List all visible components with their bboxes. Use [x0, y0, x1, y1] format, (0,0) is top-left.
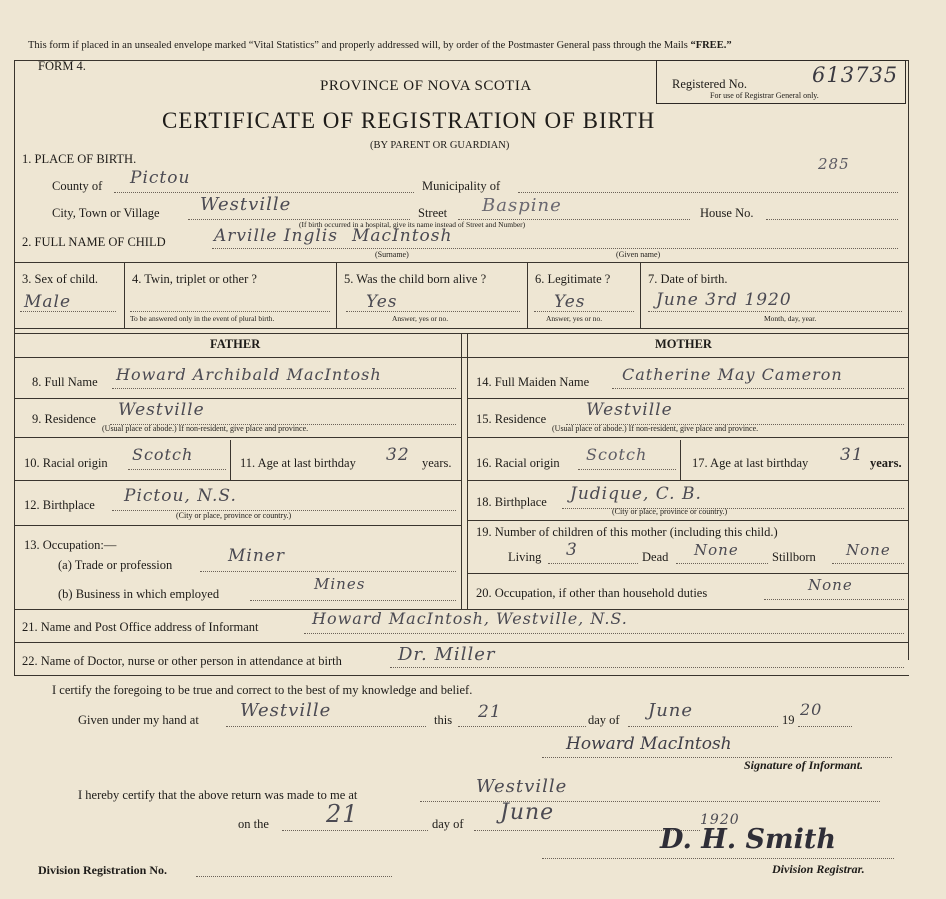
- mother-residence-value: Westville: [586, 400, 673, 420]
- father-business-line: [250, 600, 456, 601]
- dob-line: [648, 311, 902, 312]
- mother-racial-line: [578, 469, 676, 470]
- stillborn-value: None: [846, 541, 891, 559]
- county-value: Pictou: [130, 168, 191, 188]
- twin-note: To be answered only in the event of plural birth.: [130, 314, 275, 323]
- stillborn-line: [832, 563, 904, 564]
- street-label: Street: [418, 206, 448, 220]
- hospital-note: (If birth occurred in a hospital, give its name instead of Street and Number): [299, 220, 526, 229]
- rule: [14, 333, 15, 609]
- registrar-signature: D. H. Smith: [660, 824, 836, 855]
- informant-value: Howard MacIntosh, Westville, N.S.: [312, 609, 628, 628]
- mother-name-value: Catherine May Cameron: [622, 365, 843, 384]
- rule: [680, 440, 681, 480]
- dead-label: Dead: [642, 550, 669, 564]
- doctor-line: [390, 667, 904, 668]
- mother-residence-label: 15. Residence: [476, 412, 547, 426]
- given-day-line: [458, 726, 586, 727]
- mother-occupation-line: [764, 599, 904, 600]
- rule: [336, 262, 337, 328]
- father-business-value: Mines: [314, 575, 366, 593]
- rule: [461, 333, 462, 609]
- mailing-notice: This form if placed in an unsealed envelope marked “Vital Statistics” and properly addressed will, by order of the Postmaster General pass through the Mails “FREE.”: [28, 40, 732, 51]
- father-racial-value: Scotch: [132, 445, 194, 464]
- living-line: [548, 563, 638, 564]
- rule: [908, 60, 909, 660]
- registrar-day-value: 21: [326, 800, 359, 828]
- document-title: CERTIFICATE OF REGISTRATION OF BIRTH: [162, 108, 656, 133]
- child-surname: MacIntosh: [352, 226, 453, 246]
- mother-occupation-value: None: [808, 576, 853, 594]
- rule: [467, 573, 908, 574]
- rule: [14, 480, 461, 481]
- rule: [14, 357, 909, 358]
- certification-statement: I certify the foregoing to be true and correct to the best of my knowledge and belief.: [52, 683, 473, 697]
- rule: [467, 480, 908, 481]
- given-under-label: Given under my hand at: [78, 713, 199, 727]
- father-residence-label: 9. Residence: [32, 412, 96, 426]
- registered-number: 613735: [812, 63, 899, 87]
- house-line: [766, 219, 898, 220]
- mother-birthplace-value: Judique, C. B.: [570, 484, 702, 504]
- mother-heading: MOTHER: [655, 337, 712, 351]
- rule: [14, 398, 461, 399]
- mother-children-label: 19. Number of children of this mother (including this child.): [476, 525, 778, 539]
- sex-value: Male: [24, 292, 72, 312]
- informant-signature-caption: Signature of Informant.: [744, 758, 864, 772]
- registrar-caption: Division Registrar.: [772, 862, 865, 876]
- registered-label: Registered No.: [672, 77, 747, 91]
- born-alive-value: Yes: [366, 292, 398, 312]
- city-label: City, Town or Village: [52, 206, 160, 220]
- father-trade-line: [200, 571, 456, 572]
- living-value: 3: [566, 540, 578, 560]
- twin-line: [130, 311, 330, 312]
- living-label: Living: [508, 550, 542, 564]
- dead-line: [676, 563, 768, 564]
- legitimate-value: Yes: [554, 292, 586, 312]
- division-registration-line: [196, 876, 392, 877]
- given-day-value: 21: [478, 702, 502, 722]
- twin-label: 4. Twin, triplet or other ?: [132, 272, 257, 286]
- province-heading: PROVINCE OF NOVA SCOTIA: [320, 78, 532, 94]
- father-occupation-label: 13. Occupation:—: [24, 538, 117, 552]
- born-alive-line: [346, 311, 520, 312]
- rule: [14, 675, 909, 676]
- city-value: Westville: [200, 194, 292, 215]
- given-place-line: [226, 726, 426, 727]
- father-racial-label: 10. Racial origin: [24, 456, 108, 470]
- registrar-year-value: 1920: [700, 812, 740, 828]
- rule: [467, 437, 908, 438]
- given-year-value: 20: [800, 700, 823, 719]
- registrar-signature-line: [542, 858, 894, 859]
- division-registration-label: Division Registration No.: [38, 863, 167, 877]
- dob-label: 7. Date of birth.: [648, 272, 728, 286]
- rule: [14, 437, 461, 438]
- father-name-label: 8. Full Name: [32, 375, 98, 389]
- born-alive-label: 5. Was the child born alive ?: [344, 272, 487, 286]
- given-name-caption: (Given name): [616, 250, 661, 259]
- mother-birthplace-label: 18. Birthplace: [476, 495, 547, 509]
- place-of-birth-heading: 1. PLACE OF BIRTH.: [22, 152, 137, 166]
- year-prefix: 19: [782, 713, 795, 727]
- dead-value: None: [694, 541, 739, 559]
- rule: [640, 262, 641, 328]
- father-trade-value: Miner: [228, 546, 285, 566]
- father-racial-line: [128, 469, 226, 470]
- house-label: House No.: [700, 206, 754, 220]
- mother-age-value: 31: [840, 445, 864, 465]
- form-number: FORM 4.: [38, 59, 86, 73]
- father-trade-label: (a) Trade or profession: [58, 558, 173, 572]
- rule: [14, 262, 909, 263]
- mother-occupation-label: 20. Occupation, if other than household duties: [476, 586, 708, 600]
- legitimate-line: [534, 311, 634, 312]
- child-name-label: 2. FULL NAME OF CHILD: [22, 235, 166, 249]
- mother-age-label: 17. Age at last birthday: [692, 456, 809, 470]
- mother-racial-value: Scotch: [586, 445, 648, 464]
- informant-line: [304, 633, 904, 634]
- mother-name-label: 14. Full Maiden Name: [476, 375, 590, 389]
- father-birthplace-value: Pictou, N.S.: [124, 486, 237, 506]
- father-age-value: 32: [386, 445, 410, 465]
- given-day-of-label: day of: [588, 713, 620, 727]
- father-name-line: [112, 388, 456, 389]
- corner-number: 285: [818, 155, 850, 173]
- father-name-value: Howard Archibald MacIntosh: [116, 365, 382, 384]
- rule: [527, 262, 528, 328]
- doctor-label: 22. Name of Doctor, nurse or other person in attendance at birth: [22, 654, 342, 668]
- given-place-value: Westville: [240, 700, 332, 721]
- father-residence-note: (Usual place of abode.) If non-resident, give place and province.: [102, 424, 309, 433]
- mother-birthplace-note: (City or place, province or country.): [612, 507, 728, 516]
- father-business-label: (b) Business in which employed: [58, 587, 220, 601]
- given-month-line: [628, 726, 778, 727]
- rule: [467, 398, 908, 399]
- registrar-statement: I hereby certify that the above return was made to me at: [78, 788, 358, 802]
- given-month-value: June: [648, 700, 694, 721]
- child-given-names: Arville Inglis: [214, 226, 338, 246]
- registrar-day-of-label: day of: [432, 817, 464, 831]
- father-residence-value: Westville: [118, 400, 205, 420]
- informant-signature: Howard MacIntosh: [566, 734, 732, 754]
- mother-residence-note: (Usual place of abode.) If non-resident, give place and province.: [552, 424, 759, 433]
- street-value: Baspine: [482, 195, 562, 216]
- on-the-label: on the: [238, 817, 269, 831]
- county-line: [114, 192, 414, 193]
- registrar-use-note: For use of Registrar General only.: [710, 91, 819, 100]
- rule: [467, 520, 908, 521]
- father-age-label: 11. Age at last birthday: [240, 456, 356, 470]
- rule: [230, 440, 231, 480]
- county-label: County of: [52, 179, 103, 193]
- surname-caption: (Surname): [375, 250, 409, 259]
- born-alive-note: Answer, yes or no.: [392, 314, 449, 323]
- rule: [124, 262, 125, 328]
- rule: [467, 333, 468, 609]
- father-age-years: years.: [422, 456, 452, 470]
- doctor-value: Dr. Miller: [398, 644, 496, 665]
- informant-label: 21. Name and Post Office address of Informant: [22, 620, 259, 634]
- legitimate-note: Answer, yes or no.: [546, 314, 603, 323]
- sex-label: 3. Sex of child.: [22, 272, 99, 286]
- registrar-month-value: June: [500, 800, 555, 825]
- registrar-day-line: [282, 830, 428, 831]
- mother-age-years: years.: [870, 456, 902, 470]
- rule: [14, 642, 909, 643]
- municipality-line: [518, 192, 898, 193]
- registrar-place-value: Westville: [476, 776, 568, 797]
- document-subtitle: (BY PARENT OR GUARDIAN): [370, 140, 510, 151]
- sex-line: [20, 311, 116, 312]
- child-name-line: [212, 248, 898, 249]
- father-birthplace-note: (City or place, province or country.): [176, 511, 292, 520]
- this-label: this: [434, 713, 453, 727]
- given-year-line: [798, 726, 852, 727]
- dob-value: June 3rd 1920: [656, 290, 792, 310]
- registrar-place-line: [420, 801, 880, 802]
- mother-name-line: [612, 388, 904, 389]
- father-heading: FATHER: [210, 337, 261, 351]
- rule: [14, 525, 461, 526]
- legitimate-label: 6. Legitimate ?: [535, 272, 611, 286]
- father-birthplace-label: 12. Birthplace: [24, 498, 95, 512]
- rule: [14, 328, 909, 329]
- rule: [14, 60, 15, 360]
- stillborn-label: Stillborn: [772, 550, 816, 564]
- mother-racial-label: 16. Racial origin: [476, 456, 560, 470]
- municipality-label: Municipality of: [422, 179, 501, 193]
- dob-note: Month, day, year.: [764, 314, 817, 323]
